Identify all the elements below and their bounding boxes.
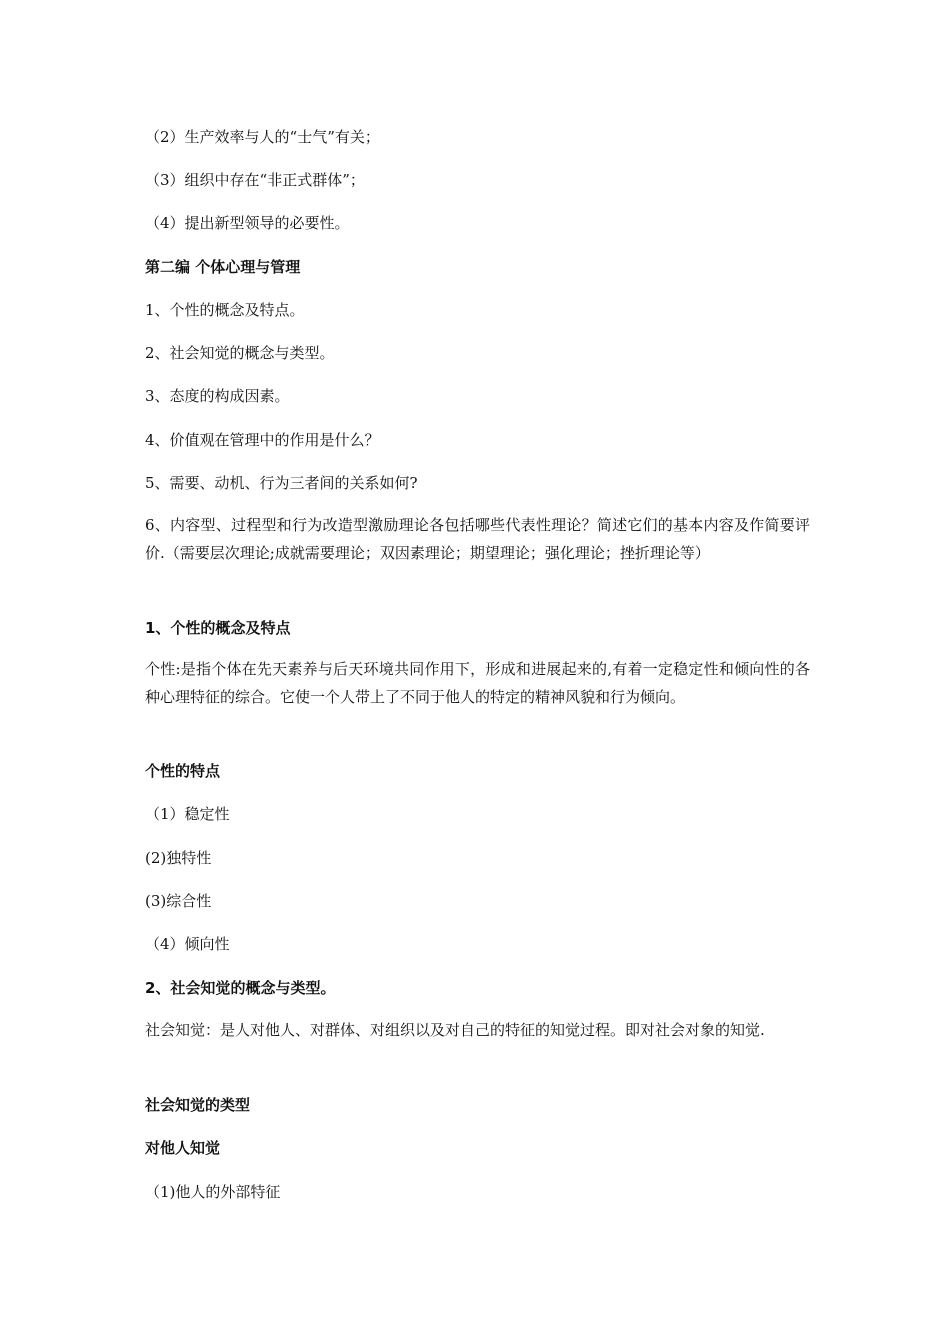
question-item-4: 4、价值观在管理中的作用是什么？ bbox=[145, 431, 380, 449]
subsection-heading-social-perception: 2、社会知觉的概念与类型。 bbox=[145, 979, 336, 997]
subsection-heading-personality: 1、个性的概念及特点 bbox=[145, 619, 291, 637]
subheading-perception-types: 社会知觉的类型 bbox=[145, 1096, 251, 1114]
paragraph-personality-definition: 个性:是指个体在先天素养与后天环境共同作用下，形成和进展起来的,有着一定稳定性和倾向性的各种心理特征的综合。它使一个人带上了不同于他人的特定的精神风貌和行为倾向。 bbox=[145, 660, 810, 706]
list-item-external-features: （1)他人的外部特征 bbox=[145, 1183, 281, 1201]
list-item-informal-group: （3）组织中存在“非正式群体”； bbox=[145, 171, 365, 189]
question-item-5: 5、需要、动机、行为三者间的关系如何? bbox=[145, 474, 418, 492]
paragraph-social-perception-definition: 社会知觉：是人对他人、对群体、对组织以及对自己的特征的知觉过程。即对社会对象的知觉. bbox=[145, 1021, 765, 1039]
trait-item-stability: （1）稳定性 bbox=[145, 805, 230, 823]
question-item-1: 1、个性的概念及特点。 bbox=[145, 301, 305, 319]
subheading-perception-of-others: 对他人知觉 bbox=[145, 1139, 221, 1157]
question-item-3: 3、态度的构成因素。 bbox=[145, 387, 290, 405]
list-item-new-leadership: （4）提出新型领导的必要性。 bbox=[145, 214, 350, 232]
question-item-6: 6、内容型、过程型和行为改造型激励理论各包括哪些代表性理论？简述它们的基本内容及作简要评价.（需要层次理论;成就需要理论；双因素理论；期望理论；强化理论；挫折理论等） bbox=[145, 516, 810, 562]
list-item-morale: （2）生产效率与人的“士气”有关； bbox=[145, 128, 380, 146]
trait-item-tendency: （4）倾向性 bbox=[145, 935, 230, 953]
trait-item-uniqueness: (2)独特性 bbox=[145, 849, 212, 867]
question-item-2: 2、社会知觉的概念与类型。 bbox=[145, 344, 335, 362]
trait-item-integration: (3)综合性 bbox=[145, 892, 212, 910]
subheading-personality-traits: 个性的特点 bbox=[145, 762, 221, 780]
section-heading-part-two: 第二编 个体心理与管理 bbox=[145, 258, 301, 276]
